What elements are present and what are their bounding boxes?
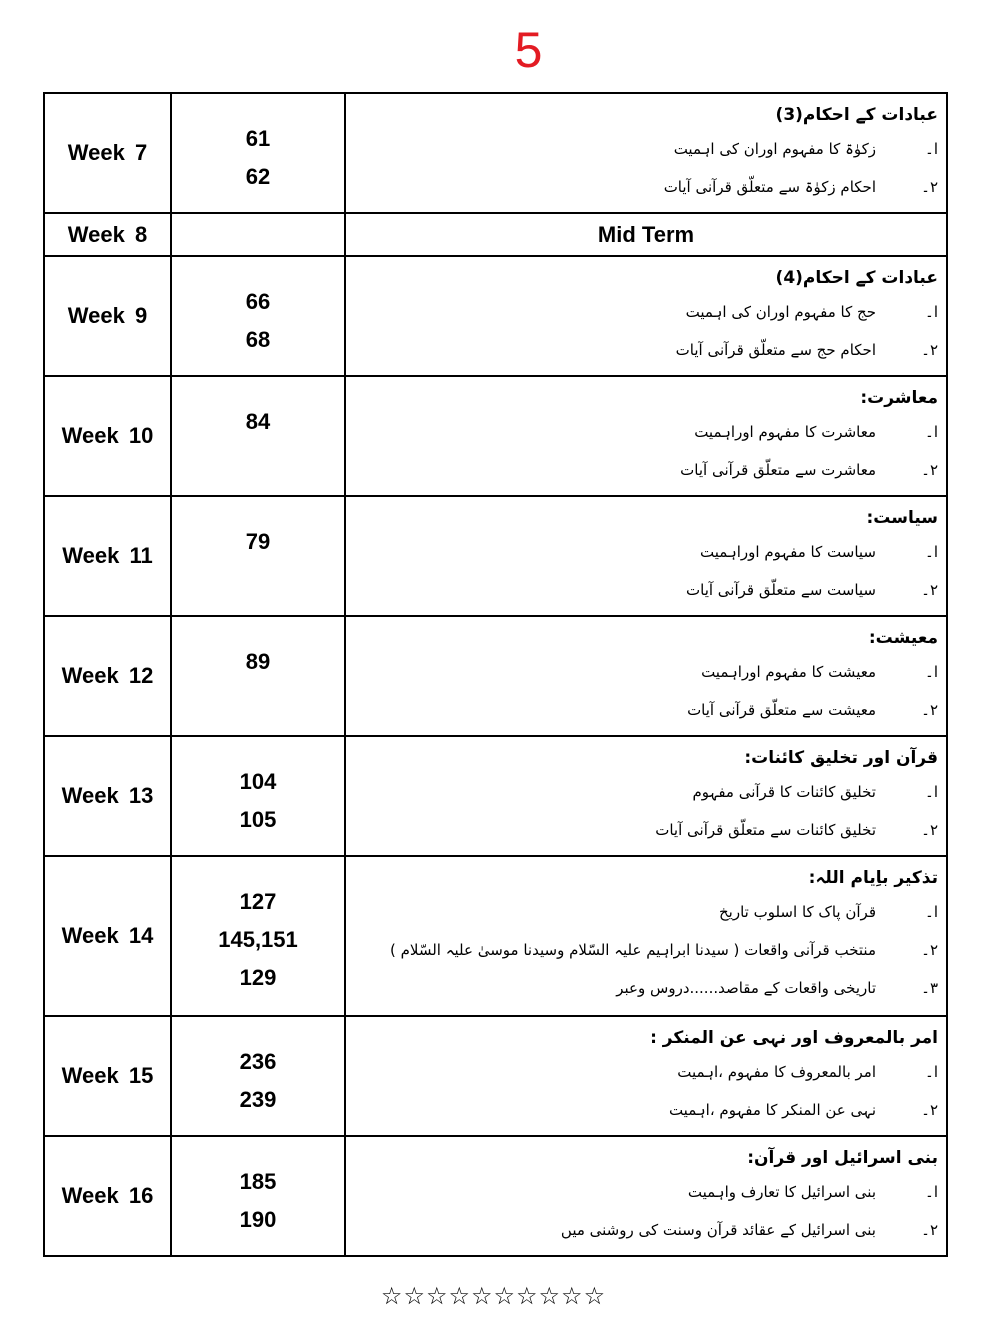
item-text: معاشرت سے متعلّق قرآنی آیات [680,461,876,479]
item-number: ۲۔ [921,178,938,196]
item-number: ا۔ [925,303,938,321]
topic-cell [345,1136,947,1256]
week-cell: Week 16 [44,1136,171,1256]
pages-cell [171,736,345,856]
topic-cell [345,856,947,1016]
topic-heading: معاشرت: [860,388,938,408]
item-text: زکوٰۃ کا مفہوم اوران کی اہمیت [673,140,876,158]
topic-item [354,451,938,489]
topic-item [354,1091,938,1129]
item-text: بنی اسرائیل کا تعارف واہمیت [687,1183,876,1201]
mid-term-label: Mid Term [345,213,947,256]
table-row [44,856,947,1016]
page-number-ref: 66 [245,289,271,314]
table-row [44,213,947,256]
pages-cell [171,616,345,736]
topic-item [354,773,938,811]
topic-item [354,893,938,931]
item-number: ا۔ [925,903,938,921]
pages-cell [171,496,345,616]
topic-item [354,130,938,168]
item-text: بنی اسرائیل کے عقائد قرآن وسنت کی روشنی میں [560,1221,876,1239]
page-number-ref: 185 [239,1169,277,1194]
item-number: ۲۔ [921,701,938,719]
topic-item [354,931,938,969]
topic-item [354,168,938,206]
page-number-ref: 79 [245,529,271,554]
pages-cell [171,213,345,256]
item-text: امر بالمعروف کا مفہوم ،اہمیت [677,1063,876,1081]
topic-heading: معیشت: [868,628,938,648]
page-number-ref: 61 [245,126,271,151]
item-text: سیاست سے متعلّق قرآنی آیات [686,581,876,599]
week-cell: Week 9 [44,256,171,376]
page-number-ref: 62 [245,164,271,189]
item-text: تخلیق کائنات سے متعلّق قرآنی آیات [655,821,876,839]
week-cell: Week 10 [44,376,171,496]
item-number: ا۔ [925,663,938,681]
topic-item [354,811,938,849]
item-number: ا۔ [925,140,938,158]
table-row [44,736,947,856]
table-row [44,376,947,496]
topic-heading: عبادات کے احکام(4) [775,268,938,288]
page-number: 5 [514,22,543,78]
topic-heading: امر بالمعروف اور نہی عن المنکر : [650,1028,938,1048]
topic-cell [345,376,947,496]
item-text: تخلیق کائنات کا قرآنی مفہوم [692,783,876,801]
page-number-ref: 129 [239,965,277,990]
item-text: معیشت سے متعلّق قرآنی آیات [687,701,876,719]
page-number-ref: 89 [245,649,271,674]
topic-item [354,691,938,729]
topic-heading: بنی اسرائیل اور قرآن: [747,1148,938,1168]
topic-cell [345,256,947,376]
topic-item [354,533,938,571]
pages-cell [171,856,345,1016]
week-cell: Week 13 [44,736,171,856]
topic-item [354,653,938,691]
pages-cell [171,376,345,496]
page-number-ref: 127 [239,889,277,914]
topic-heading: عبادات کے احکام(3) [775,105,938,125]
item-number: ا۔ [925,1183,938,1201]
page-number-ref: 104 [239,769,277,794]
topic-cell [345,616,947,736]
page-number-ref: 190 [239,1207,277,1232]
topic-item [354,571,938,609]
topic-cell [345,1016,947,1136]
item-text: منتخب قرآنی واقعات ( سیدنا ابراہیم علیہ السّلام وسیدنا موسیٰ علیہ السّلام ) [389,941,876,959]
item-text: قرآن پاک کا اسلوب تاریخ [718,903,876,921]
item-number: ا۔ [925,783,938,801]
page-number-ref: 68 [245,327,271,352]
week-cell: Week 14 [44,856,171,1016]
topic-item [354,1173,938,1211]
item-text: معیشت کا مفہوم اوراہمیت [701,663,876,681]
item-number: ۲۔ [921,1221,938,1239]
pages-cell [171,256,345,376]
topic-heading: قرآن اور تخلیق کائنات: [744,748,938,768]
item-number: ۲۔ [921,941,938,959]
item-number: ۲۔ [921,821,938,839]
topic-cell [345,93,947,213]
item-number: ۲۔ [921,461,938,479]
item-text: سیاست کا مفہوم اوراہمیت [700,543,876,561]
topic-item [354,413,938,451]
topic-item [354,293,938,331]
page-number-ref: 236 [239,1049,277,1074]
topic-cell [345,496,947,616]
item-text: احکام حج سے متعلّق قرآنی آیات [675,341,876,359]
table-row [44,496,947,616]
topic-item [354,1053,938,1091]
topic-item [354,1211,938,1249]
syllabus-table [43,92,948,1257]
topic-cell [345,736,947,856]
item-text: نہی عن المنکر کا مفہوم ،اہمیت [668,1101,876,1119]
item-text: احکام زکوٰۃ سے متعلّق قرآنی آیات [663,178,876,196]
table-row [44,1016,947,1136]
item-text: تاریخی واقعات کے مقاصد......دروس وعبر [616,979,876,997]
page-number-ref: 105 [239,807,277,832]
pages-cell [171,1016,345,1136]
item-number: ا۔ [925,423,938,441]
week-cell: Week 7 [44,93,171,213]
item-number: ا۔ [925,1063,938,1081]
table-row [44,93,947,213]
item-number: ۳۔ [921,979,938,997]
item-number: ۲۔ [921,341,938,359]
page-number-ref: 84 [245,409,271,434]
table-row [44,1136,947,1256]
week-cell: Week 11 [44,496,171,616]
footer-stars: ☆☆☆☆☆☆☆☆☆☆ [380,1282,607,1310]
topic-item [354,969,938,1007]
week-cell: Week 15 [44,1016,171,1136]
topic-heading: سیاست: [866,508,938,528]
week-cell: Week 12 [44,616,171,736]
item-number: ۲۔ [921,1101,938,1119]
topic-item [354,331,938,369]
page-number-ref: 145,151 [218,927,298,952]
item-text: معاشرت کا مفہوم اوراہمیت [694,423,876,441]
pages-cell [171,1136,345,1256]
page-number-ref: 239 [239,1087,277,1112]
week-cell: Week 8 [44,213,171,256]
pages-cell [171,93,345,213]
item-number: ا۔ [925,543,938,561]
topic-heading: تذکیر باِیام اللہ: [808,868,938,888]
table-row [44,616,947,736]
item-text: حج کا مفہوم اوران کی اہمیت [685,303,876,321]
table-row [44,256,947,376]
item-number: ۲۔ [921,581,938,599]
